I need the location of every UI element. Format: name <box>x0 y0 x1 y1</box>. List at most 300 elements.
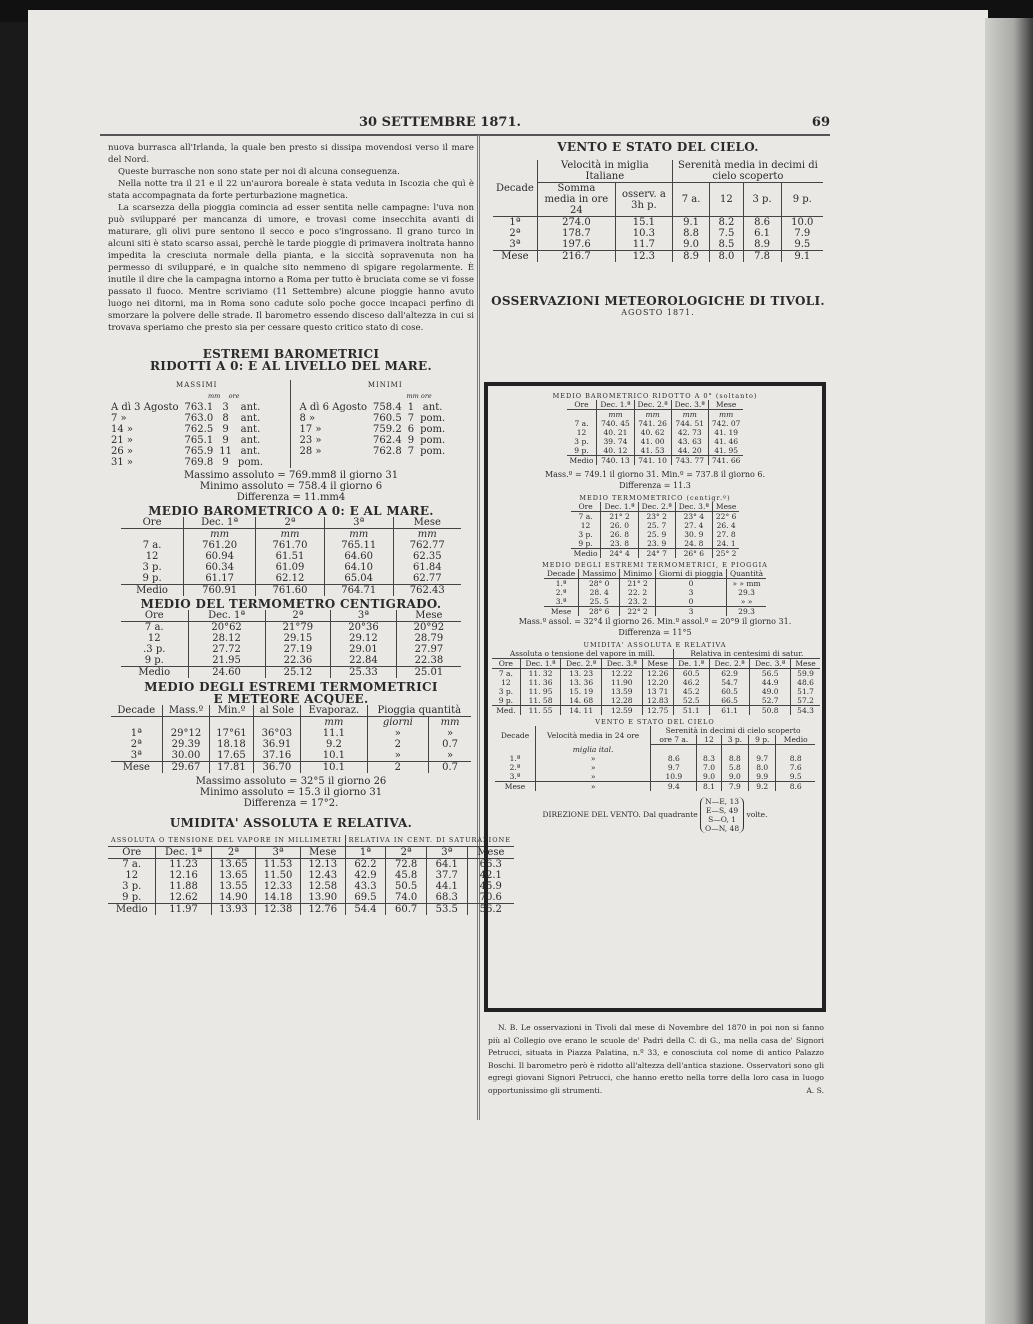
section-title: VENTO E STATO DEL CIELO. <box>557 140 759 154</box>
table-cell: 8.2 <box>710 217 743 229</box>
column-header: Dec. 3.ª <box>671 400 708 410</box>
column-header: Decade <box>496 182 534 194</box>
table-cell: 12.83 <box>642 696 673 706</box>
table-cell: mm <box>184 529 256 541</box>
table-cell: ant. <box>240 413 261 424</box>
table-row <box>297 424 449 435</box>
minimi-label: MINIMI <box>367 381 403 389</box>
table-cell: » <box>536 772 651 782</box>
column-header: De. 1.ª <box>673 659 709 669</box>
table-cell: 11. 36 <box>520 678 561 687</box>
column-header: Dec. 1.ª <box>601 502 638 512</box>
table-cell: 56.2 <box>467 904 514 916</box>
table-cell: 9 p. <box>144 655 164 666</box>
table-cell: 23 » <box>299 435 322 446</box>
table-cell: 3ª <box>130 750 142 761</box>
table-cell: » <box>536 763 651 772</box>
header-row <box>121 610 461 622</box>
column-header: 3 p. <box>721 735 748 745</box>
table-cell: 741. 10 <box>634 456 671 466</box>
table-cell: 72.8 <box>386 859 427 871</box>
table-cell: 28. 4 <box>579 588 620 597</box>
paragraph: Nella notte tra il 21 e il 22 un'aurora boreale è stata veduta in Iscozia che quì è stata accompagnata da forte perturbazione magnetica. <box>108 179 474 201</box>
table-cell: 39. 74 <box>597 437 634 446</box>
table-cell: 769.8 <box>184 457 214 468</box>
table-cell: 10.1 <box>301 750 367 762</box>
table-cell: 11. 55 <box>520 706 561 716</box>
table-row <box>544 588 766 597</box>
table-row <box>492 696 820 706</box>
column-header: Decade <box>544 569 579 579</box>
section-subtitle: RIDOTTI A 0: E AL LIVELLO DEL MARE. <box>150 359 432 373</box>
table-cell: 62.35 <box>393 551 461 562</box>
table-cell: mm <box>324 529 393 541</box>
table-cell: 9.2 <box>301 739 367 750</box>
signature: A. S. <box>806 1086 824 1095</box>
table-cell: 11. 95 <box>520 687 561 696</box>
table-cell: 17 » <box>299 424 322 435</box>
table-cell: 37.7 <box>426 870 467 881</box>
table-cell: Mese <box>111 762 162 774</box>
table-cell: Medio <box>121 667 188 679</box>
table-cell: 42. 73 <box>671 428 708 437</box>
table-cell: 66.3 <box>467 859 514 871</box>
table-title: MEDIO TERMOMETRICO (centigr.º) <box>579 494 731 502</box>
table-cell: 20°62 <box>188 622 265 634</box>
table-cell: 18.18 <box>210 739 253 750</box>
table-cell: 25.33 <box>331 667 397 679</box>
table-cell: 3 p. <box>142 562 162 573</box>
table-cell: 740. 45 <box>597 419 634 428</box>
estremi-barometrici <box>108 380 474 468</box>
table-row <box>111 728 471 739</box>
header-row <box>108 847 514 859</box>
table-cell: 7 a. <box>144 622 164 633</box>
table-cell: 61.1 <box>709 706 750 716</box>
table-cell: Medio <box>108 904 156 916</box>
column-header: Ore <box>492 659 520 669</box>
table-cell: 12.28 <box>601 696 642 706</box>
table-row <box>297 435 449 446</box>
table-cell: ant. <box>422 402 443 413</box>
table-row <box>297 402 449 413</box>
table-cell: 9 <box>407 435 415 446</box>
table-cell: 15. 19 <box>561 687 602 696</box>
vento-table <box>493 160 823 262</box>
table-cell: 216.7 <box>537 251 615 263</box>
table-cell: 2ª <box>130 739 142 750</box>
table-cell <box>162 717 210 729</box>
table-cell: 7 a. <box>578 512 593 521</box>
table-cell: 8.9 <box>672 251 709 263</box>
table-cell <box>111 717 162 729</box>
table-row <box>121 573 461 585</box>
table-cell: 3ª <box>509 239 521 250</box>
column-header: Velocità media in 24 ore <box>536 726 651 745</box>
estremi-termometrici-table <box>111 705 471 773</box>
table-cell: » <box>536 781 651 791</box>
unit-label: mm ore <box>406 392 432 400</box>
table-cell: A dì 3 Agosto <box>111 402 179 413</box>
table-cell: 14.18 <box>256 892 301 904</box>
table-cell: 17°61 <box>210 728 253 739</box>
table-cell: 13.65 <box>211 870 256 881</box>
table-cell: 44. 20 <box>671 446 708 456</box>
table-cell: .3 p. <box>143 644 166 655</box>
column-header: Somma media in ore 24 <box>537 183 615 217</box>
table-row <box>297 413 449 424</box>
table-cell: 7 a. <box>498 669 513 678</box>
table-cell: 7 a. <box>574 419 589 428</box>
table-cell: 765.9 <box>184 446 214 457</box>
table-cell: 37.16 <box>253 750 301 762</box>
table-cell: 30.00 <box>162 750 210 762</box>
table-cell: 50.5 <box>386 881 427 892</box>
table-cell: 22.38 <box>396 655 461 667</box>
column-header: Giorni di pioggia <box>656 569 727 579</box>
table-cell: 27.97 <box>396 644 461 655</box>
table-cell: 51.7 <box>791 687 820 696</box>
table-cell: 11.7 <box>615 239 672 251</box>
table-cell: 25. 5 <box>579 597 620 607</box>
table-cell: 8.1 <box>697 781 721 791</box>
right-column <box>488 140 828 317</box>
table-cell: 26° 6 <box>675 549 712 559</box>
column-header: al Sole <box>253 705 301 717</box>
table-cell: » <box>429 750 471 762</box>
column-header: Velocità in miglia Italiane <box>537 160 672 183</box>
table-row <box>297 446 449 457</box>
table-cell: 24. 1 <box>712 539 739 549</box>
table-cell: 12.76 <box>300 904 345 916</box>
table-cell: 10.9 <box>651 772 697 782</box>
table-cell: 11.53 <box>256 859 301 871</box>
table-cell <box>776 745 815 754</box>
table-cell: » <box>429 728 471 739</box>
table-cell: pom. <box>420 424 446 435</box>
table-cell: 10.3 <box>615 228 672 239</box>
table-row <box>492 706 820 716</box>
tivoli-vento-table <box>495 726 815 791</box>
table-row <box>571 549 740 559</box>
table-cell: 13.55 <box>211 881 256 892</box>
table-row <box>492 669 820 679</box>
table-cell: 274.0 <box>537 217 615 229</box>
table-row <box>108 904 514 916</box>
summary-line: Differenza = 11.mm4 <box>236 492 346 503</box>
column-header: Ore <box>121 517 184 529</box>
table-cell: 28° 6 <box>579 607 620 617</box>
nb-text: N. B. Le osservazioni in Tivoli dal mese di Novembre del 1870 in poi non si fanno più al Collegio ove erano le scuole de' Padri della C. di G., ma nella casa de' Signori Petrucci, situata in Piazza Palatina, n.º 33, e conosciuta col nome di antico Palazzo Boschi. Il barometro però è ridotto all'altezza dell'antica stazione. Osservatori sono gli egregi giovani Signori Petrucci, che hanno eretto nella torre della loro casa in luogo opportunissimo gli strumenti. <box>488 1023 824 1095</box>
table-cell: 7 a. <box>122 859 142 870</box>
table-cell: 9.0 <box>672 239 709 251</box>
table-cell: 61.09 <box>256 562 325 573</box>
column-header: Dec. 3.ª <box>675 502 712 512</box>
table-row <box>567 419 744 428</box>
table-cell: 70.6 <box>467 892 514 904</box>
table-cell: 36°03 <box>253 728 301 739</box>
table-cell: 22.84 <box>331 655 397 667</box>
header-date: 30 SETTEMBRE 1871. <box>358 115 522 130</box>
direzione-item: N—E, 13 <box>705 796 739 806</box>
table-cell: 744. 51 <box>671 419 708 428</box>
table-cell: 761.70 <box>256 540 325 551</box>
table-cell: 11.23 <box>156 859 211 871</box>
tivoli-termometrico-table <box>571 502 740 558</box>
table-cell: ant. <box>240 435 261 446</box>
table-cell: 54.7 <box>709 678 750 687</box>
table-cell: miglia ital. <box>536 745 651 754</box>
table-cell: 26 » <box>111 446 134 457</box>
table-cell: 43.3 <box>345 881 386 892</box>
table-cell: 62.12 <box>256 573 325 585</box>
table-title: VENTO E STATO DEL CIELO <box>595 718 715 726</box>
table-cell: 53.5 <box>426 904 467 916</box>
table-cell: 41. 19 <box>708 428 743 437</box>
table-cell <box>651 745 697 754</box>
column-header: Serenità in decimi di cielo scoperto <box>651 726 815 735</box>
table-cell: 28.79 <box>396 633 461 644</box>
table-cell: 41. 46 <box>708 437 743 446</box>
table-cell: 23. 2 <box>620 597 656 607</box>
table-cell: 60.5 <box>673 669 709 679</box>
table-cell: 13.90 <box>300 892 345 904</box>
table-cell: 12.13 <box>300 859 345 871</box>
table-row <box>492 678 820 687</box>
table-cell: Mese <box>493 251 537 263</box>
summary-line: Massimo assoluto = 769.mm8 il giorno 31 <box>183 470 399 481</box>
table-cell: 64.10 <box>324 562 393 573</box>
column-header: Dec. 1ª <box>188 610 265 622</box>
table-cell: 9.7 <box>749 754 776 763</box>
table-cell: 40. 62 <box>634 428 671 437</box>
table-cell: 765.1 <box>184 435 214 446</box>
table-cell: 29.15 <box>265 633 331 644</box>
table-cell: 11.88 <box>156 881 211 892</box>
table-row <box>108 870 514 881</box>
table-row <box>108 446 266 457</box>
table-cell: 21°79 <box>265 622 331 634</box>
table-cell: 3 <box>222 402 229 413</box>
table-cell: 9 <box>222 424 229 435</box>
table-cell: 12 <box>125 870 139 881</box>
table-cell: 61.17 <box>184 573 256 585</box>
table-cell: 29.01 <box>331 644 397 655</box>
table-cell: 22. 2 <box>620 588 656 597</box>
section-title: UMIDITA' ASSOLUTA E RELATIVA. <box>169 816 413 830</box>
table-cell: 2ª <box>509 228 521 239</box>
table-cell: 30. 9 <box>675 530 712 539</box>
table-cell: 8.5 <box>710 239 743 251</box>
table-row <box>493 239 823 251</box>
table-cell: ant. <box>240 424 261 435</box>
table-cell: 761.60 <box>256 585 325 597</box>
table-cell: 41. 53 <box>634 446 671 456</box>
table-cell: 14. 68 <box>561 696 602 706</box>
table-cell: 28 » <box>299 446 322 457</box>
table-row <box>108 435 266 446</box>
table-cell: 24° 4 <box>601 549 638 559</box>
column-header: Mese <box>708 400 743 410</box>
table-cell: 44.9 <box>750 678 791 687</box>
table-cell <box>697 745 721 754</box>
table-cell: 44.1 <box>426 881 467 892</box>
table-cell: 50.8 <box>750 706 791 716</box>
table-cell: 1.ª <box>555 579 567 588</box>
table-cell: 762.43 <box>393 585 461 597</box>
table-cell: 0 <box>656 597 727 607</box>
page-edge <box>985 18 1033 1324</box>
table-row <box>567 437 744 446</box>
table-cell: 12.75 <box>642 706 673 716</box>
table-cell: 13.59 <box>601 687 642 696</box>
table-row <box>567 428 744 437</box>
table-cell: 12 <box>501 678 511 687</box>
column-header: Mese <box>712 502 739 512</box>
tivoli-umidita-table <box>492 649 820 715</box>
header-row <box>571 502 740 512</box>
table-cell: 3 p. <box>122 881 142 892</box>
table-cell: 29°12 <box>162 728 210 739</box>
table-cell: 26. 4 <box>712 521 739 530</box>
table-cell: 762.5 <box>184 424 214 435</box>
summary-line: Mass.º assol. = 32°4 il giorno 26. Min.º assol.º = 20°9 il giorno 31. <box>518 617 792 626</box>
table-cell: Mese <box>495 781 536 791</box>
table-cell: 763.1 <box>184 402 214 413</box>
table-cell: 9 <box>222 457 229 468</box>
table-cell: 11. 32 <box>520 669 561 679</box>
unit-label: mm ore <box>208 392 240 400</box>
table-cell: 0.7 <box>429 762 471 774</box>
table-row <box>571 539 740 549</box>
table-row <box>571 521 740 530</box>
column-header: Quantità <box>726 569 766 579</box>
table-cell: 62.9 <box>709 669 750 679</box>
table-title: MEDIO BAROMETRICO RIDOTTO A 0° (soltanto) <box>552 392 758 400</box>
table-cell: 69.5 <box>345 892 386 904</box>
column-header: Assoluta o tensione del vapore in mill. <box>509 649 655 658</box>
column-header: Mese <box>300 847 345 859</box>
table-cell: 12.33 <box>256 881 301 892</box>
table-cell: 23. 8 <box>601 539 638 549</box>
table-cell: 41. 95 <box>708 446 743 456</box>
table-row <box>571 512 740 522</box>
table-cell: 42.9 <box>345 870 386 881</box>
column-header: 1ª <box>345 847 386 859</box>
table-row <box>567 410 744 420</box>
column-header: Evaporaz. <box>301 705 367 717</box>
table-cell: » <box>536 754 651 763</box>
table-cell: 8.0 <box>710 251 743 263</box>
table-cell: pom. <box>420 446 446 457</box>
table-cell: 21.95 <box>188 655 265 667</box>
table-cell: 56.5 <box>750 669 791 679</box>
column-header: 3ª <box>426 847 467 859</box>
table-cell: 9.0 <box>697 772 721 782</box>
table-cell: 20°36 <box>331 622 397 634</box>
header-row <box>111 705 471 717</box>
column-header: 3ª <box>331 610 397 622</box>
table-cell: 54.3 <box>791 706 820 716</box>
table-row <box>108 413 266 424</box>
table-cell: 29.39 <box>162 739 210 750</box>
column-header: ASSOLUTA O TENSIONE DEL VAPORE IN MILLIMETRI <box>111 836 342 844</box>
table-cell: 760.5 <box>373 413 402 424</box>
table-cell: 9.1 <box>672 217 709 229</box>
table-cell: 14 » <box>111 424 134 435</box>
summary-line: Differenza = 17°2. <box>243 798 339 809</box>
table-row <box>495 763 815 772</box>
table-cell: 62.77 <box>393 573 461 585</box>
table-cell: mm <box>671 410 708 420</box>
table-cell: mm <box>256 529 325 541</box>
direzione-brace <box>700 797 744 833</box>
table-cell: 64.1 <box>426 859 467 871</box>
table-cell: 40. 21 <box>597 428 634 437</box>
table-cell: 68.3 <box>426 892 467 904</box>
table-cell: 8.8 <box>776 754 815 763</box>
table-row <box>108 881 514 892</box>
table-row <box>492 687 820 696</box>
direzione-item: O—N, 48 <box>705 823 740 833</box>
page-number: 69 <box>811 115 830 130</box>
table-cell: 22.36 <box>265 655 331 667</box>
tivoli-estremi-table <box>544 569 766 616</box>
table-cell: 9.5 <box>781 239 823 251</box>
table-cell: 36.91 <box>253 739 301 750</box>
table-cell <box>121 529 184 541</box>
table-cell: 3 p. <box>578 530 593 539</box>
table-cell: 51.1 <box>673 706 709 716</box>
section-title: MEDIO BAROMETRICO A 0: E AL MARE. <box>148 504 434 518</box>
table-cell: 59.9 <box>791 669 820 679</box>
column-header: Dec. 2.ª <box>561 659 602 669</box>
table-cell: 12.3 <box>615 251 672 263</box>
table-cell: 26. 0 <box>601 521 638 530</box>
table-cell: 27.19 <box>265 644 331 655</box>
table-cell: mm <box>708 410 743 420</box>
table-cell: 48.6 <box>791 678 820 687</box>
column-header: 9 p. <box>749 735 776 745</box>
table-cell: 13.65 <box>211 859 256 871</box>
table-cell: 9 <box>222 435 229 446</box>
section-title: MEDIO DEL TERMOMETRO CENTIGRADO. <box>140 597 442 611</box>
table-cell: 8.0 <box>749 763 776 772</box>
nota-bene <box>488 1022 824 1098</box>
table-cell: 762.4 <box>373 435 402 446</box>
column-header: Decade <box>500 730 530 740</box>
column-header: Mass.º <box>162 705 210 717</box>
column-header: 12 <box>697 735 721 745</box>
column-header: Ore <box>567 400 597 410</box>
table-cell: 24.60 <box>188 667 265 679</box>
table-cell: 3 <box>656 607 727 617</box>
table-cell: 13. 23 <box>561 669 602 679</box>
table-cell <box>495 745 536 754</box>
table-cell: 763.0 <box>184 413 214 424</box>
table-cell: 765.11 <box>324 540 393 551</box>
table-row <box>111 750 471 762</box>
table-cell: 27.72 <box>188 644 265 655</box>
table-cell: 25.12 <box>265 667 331 679</box>
table-cell: 22° 6 <box>712 512 739 522</box>
table-cell: 8.6 <box>651 754 697 763</box>
running-header <box>100 115 830 133</box>
table-cell: mm <box>429 717 471 729</box>
table-row <box>121 644 461 655</box>
table-row <box>567 456 744 466</box>
table-cell: 17.65 <box>210 750 253 762</box>
